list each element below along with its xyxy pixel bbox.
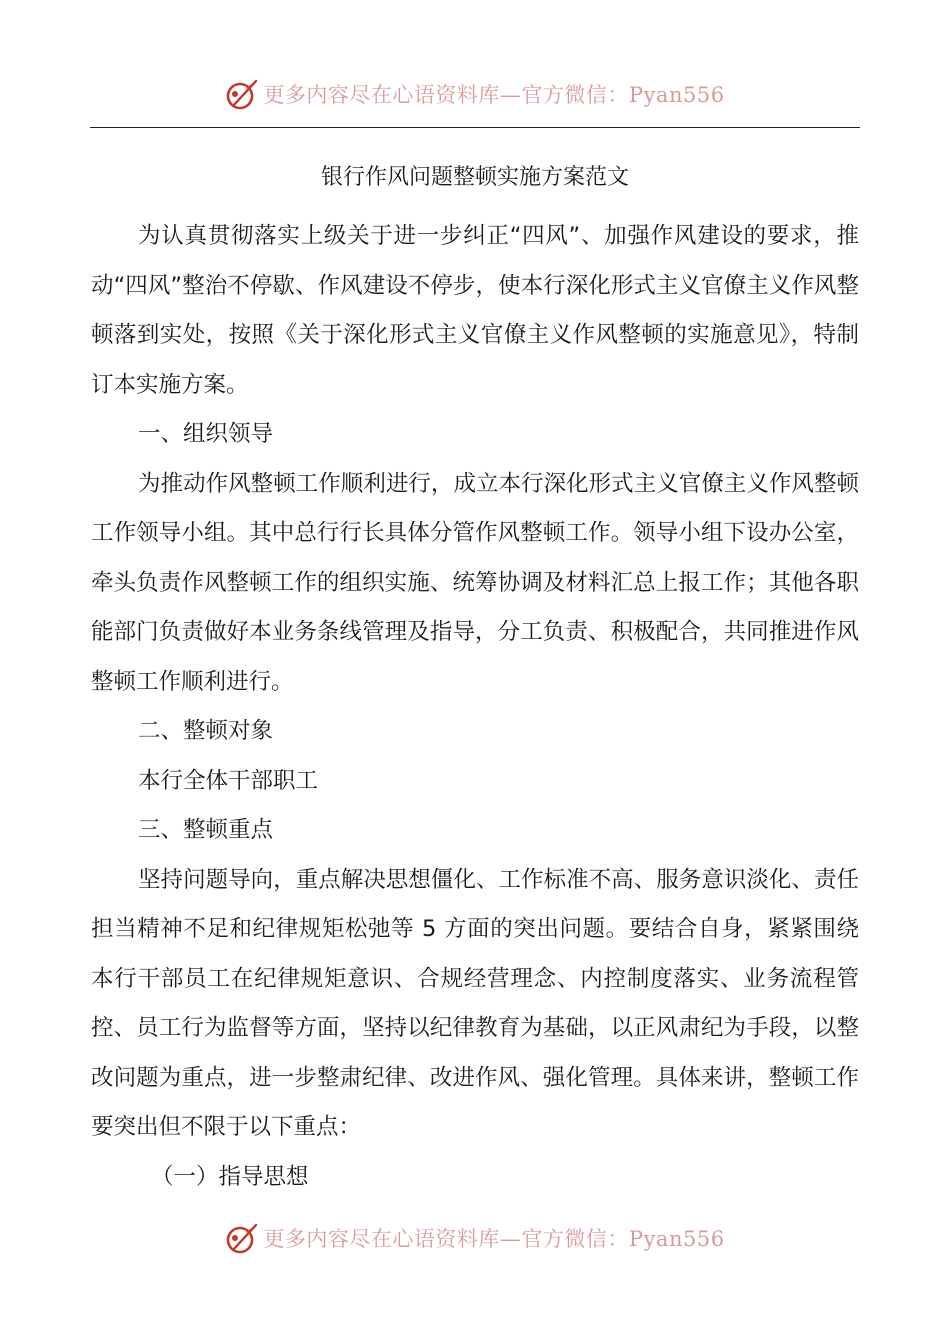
header-divider (90, 127, 860, 128)
section-heading-target: 二、整顿对象 (138, 718, 274, 744)
target-paragraph: 本行全体干部职工 (138, 767, 319, 794)
watermark-text: 更多内容尽在心语资料库—官方微信：Pyan556 (263, 1227, 725, 1251)
quill-logo-icon (225, 77, 259, 111)
subsection-heading-guiding-thought: （一）指导思想 (151, 1163, 309, 1190)
organization-paragraph: 为推动作风整顿工作顺利进行，成立本行深化形式主义官僚主义作风整顿工作领导小组。其中总行行长具体分管作风整顿工作。领导小组下设办公室，牵头负责作风整顿工作的组织实施、统筹协调及材料汇总上报工作；其他各职能部门负责做好本业务条线管理及指导，分工负责、积极配合，共同推进作风整顿工作顺利进行。 (91, 470, 859, 695)
quill-logo-icon (225, 1221, 259, 1255)
header-watermark-banner (0, 72, 950, 116)
intro-paragraph: 为认真贯彻落实上级关于进一步纠正“四风”、加强作风建设的要求，推动“四风”整治不停歇、作风建设不停步，使本行深化形式主义官僚主义作风整顿落到实处，按照《关于深化形式主义官僚主义作风整顿的实施意见》，特制订本实施方案。 (91, 223, 859, 398)
document-body (91, 212, 859, 1202)
watermark-text: 更多内容尽在心语资料库—官方微信：Pyan556 (263, 83, 725, 107)
document-title: 银行作风问题整顿实施方案范文 (320, 165, 629, 190)
footer-watermark-banner (0, 1216, 950, 1260)
section-heading-organization: 一、组织领导 (138, 421, 274, 447)
focus-paragraph: 坚持问题导向，重点解决思想僵化、工作标准不高、服务意识淡化、责任担当精神不足和纪律规矩松弛等 5 方面的突出问题。要结合自身，紧紧围绕本行干部员工在纪律规矩意识、合规经营理念、内控制度落实、业务流程管控、员工行为监督等方面，坚持以纪律教育为基础，以正风肃纪为手段，以整改问题为重点，进一步整肃纪律、改进作风、强化管理。具体来讲，整顿工作要突出但不限于以下重点： (91, 866, 859, 1140)
section-heading-focus: 三、整顿重点 (138, 817, 274, 843)
